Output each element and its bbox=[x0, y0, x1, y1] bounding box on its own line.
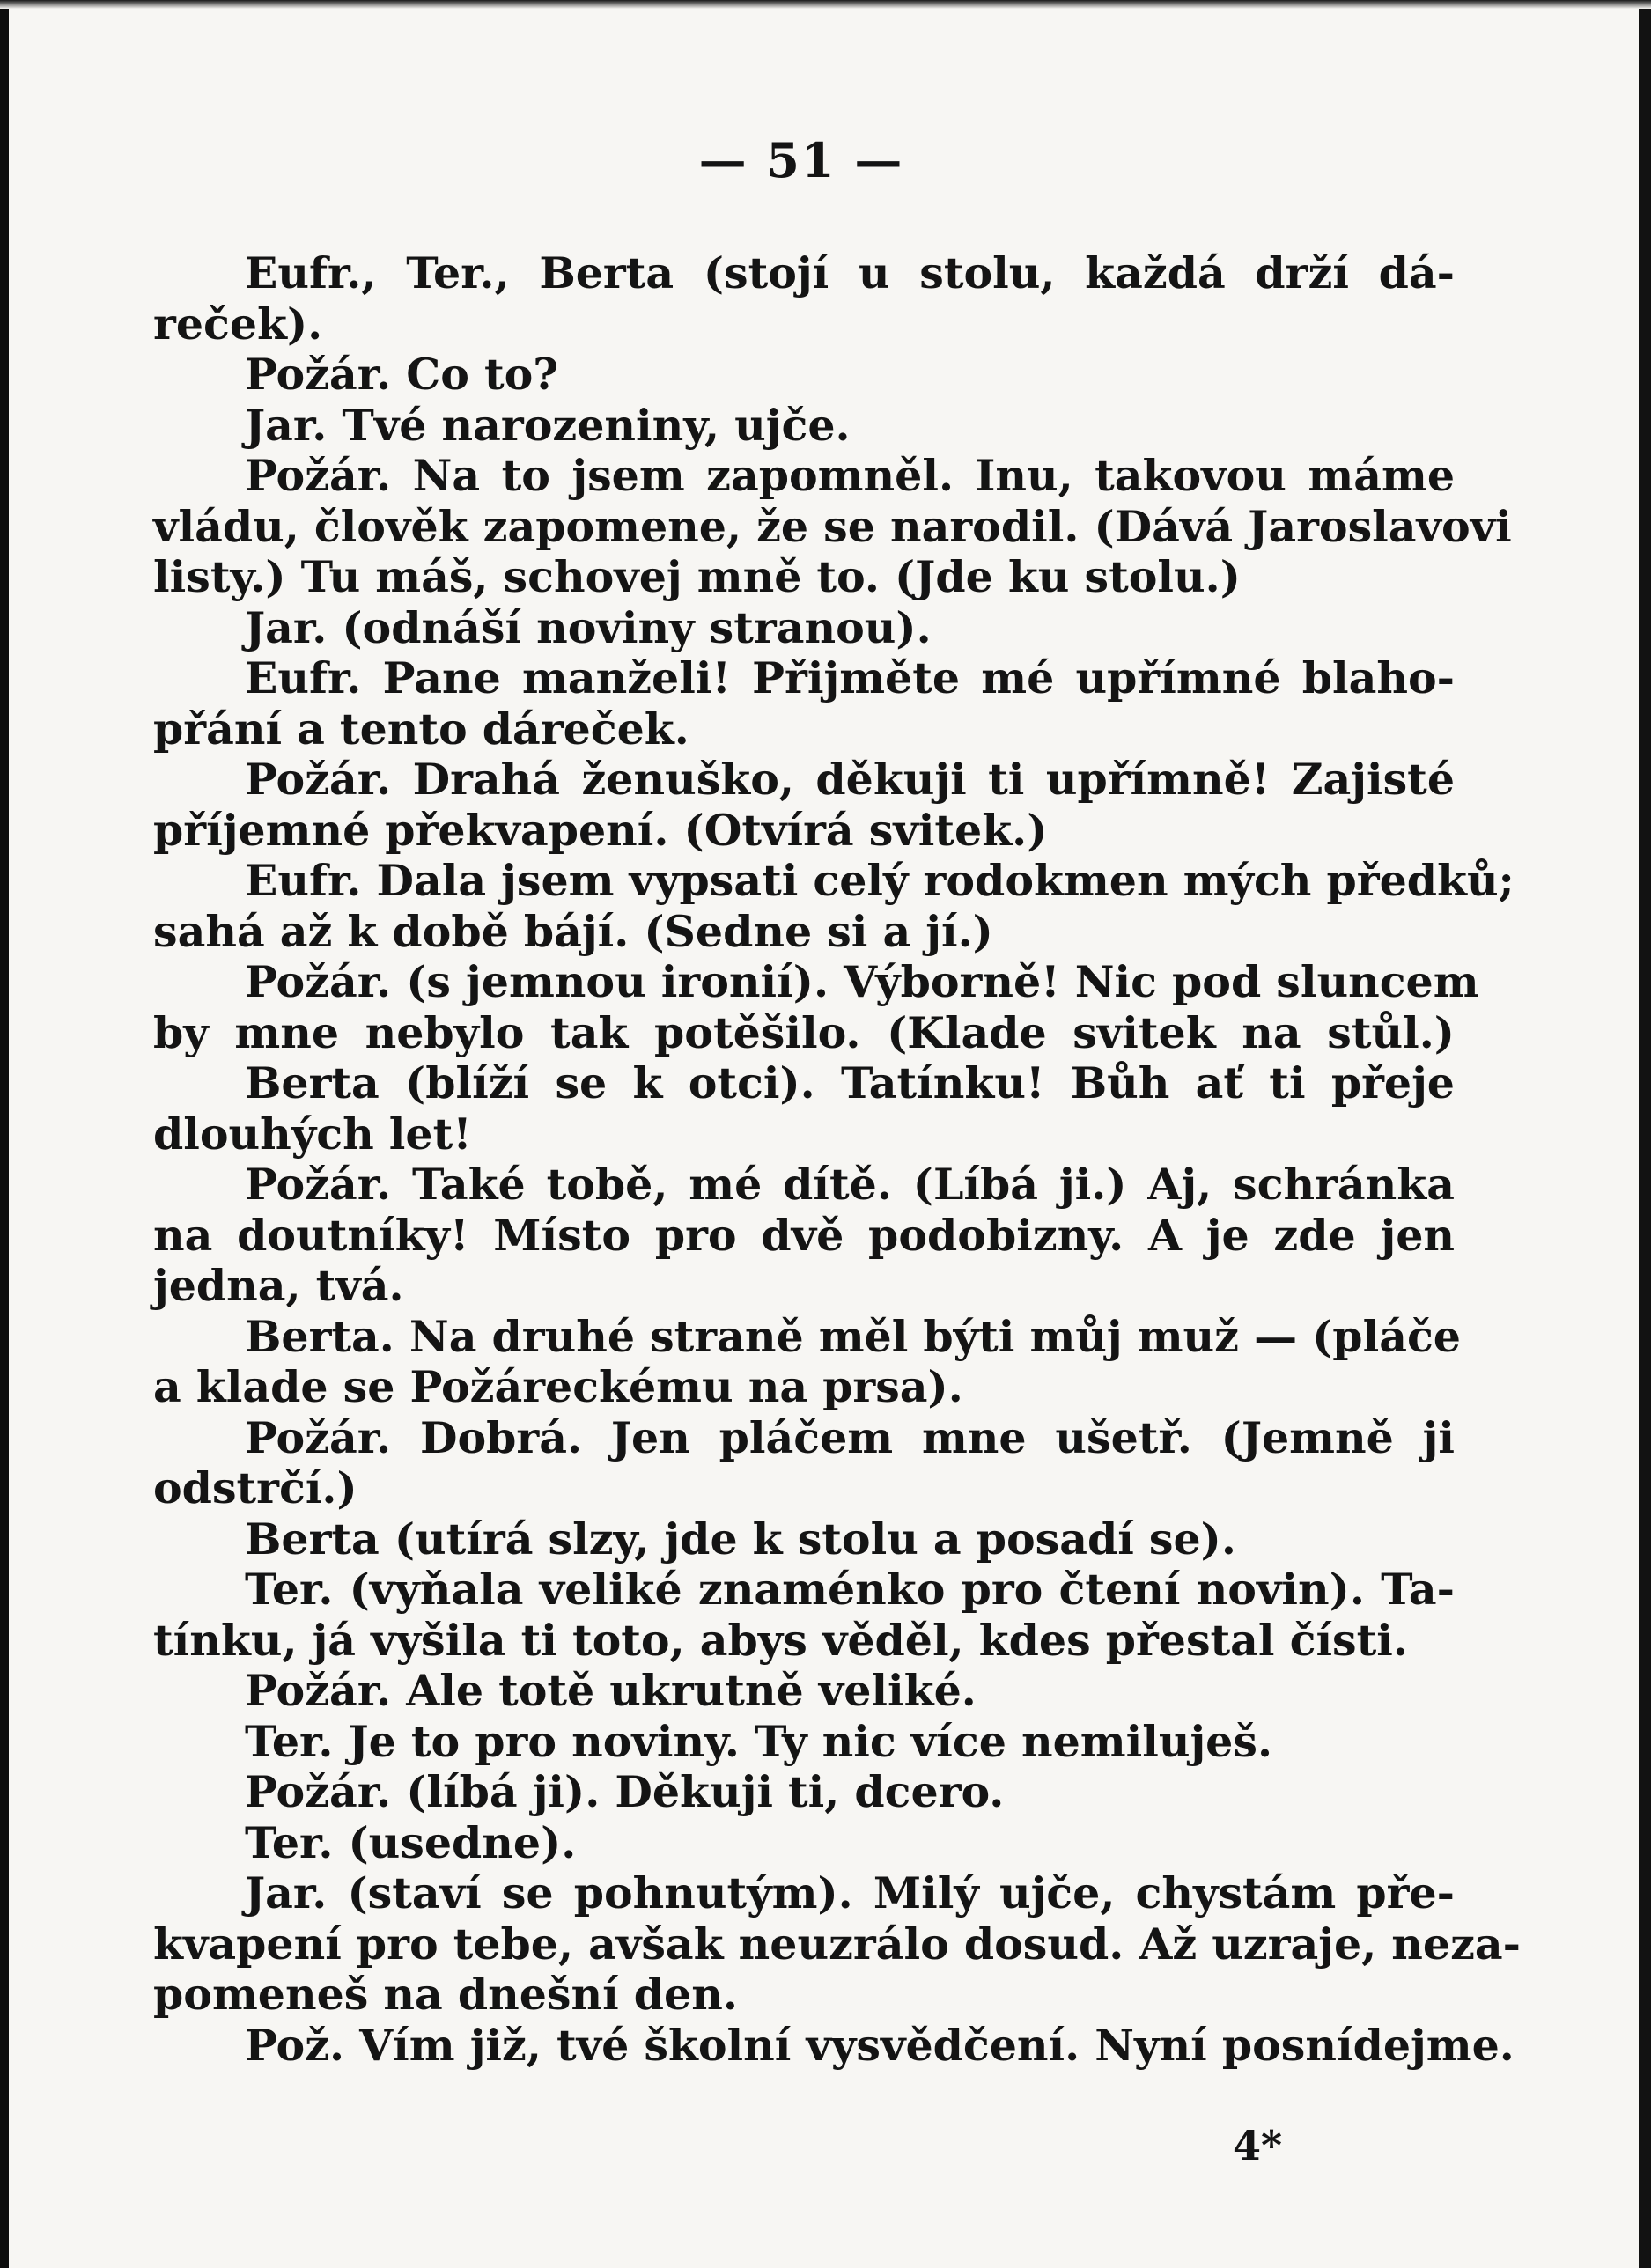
text-line: na doutníky! Místo pro dvě podobizny. A je zde jen bbox=[153, 1209, 1455, 1261]
text-line: listy.) Tu máš, schovej mně to. (Jde ku stolu.) bbox=[153, 551, 1241, 602]
text-line: přání a tento dáreček. bbox=[153, 703, 689, 755]
text-line: Eufr. Dala jsem vypsati celý rodokmen mých předků; bbox=[245, 855, 1515, 906]
text-line: Ter. (usedne). bbox=[245, 1816, 577, 1868]
text-line: a klade se Požáreckému na prsa). bbox=[153, 1361, 963, 1412]
text-line: Jar. Tvé narozeniny, ujče. bbox=[245, 399, 851, 451]
text-line: Požár. Co to? bbox=[245, 349, 558, 400]
text-line: vládu, člověk zapomene, že se narodil. (Dává Jaroslavovi bbox=[153, 500, 1512, 552]
scan-edge-right bbox=[1639, 0, 1651, 2268]
text-line: odstrčí.) bbox=[153, 1462, 357, 1513]
signature-mark: 4* bbox=[1233, 2122, 1283, 2169]
text-line: Pož. Vím již, tvé školní vysvědčení. Nyní posnídejme. bbox=[245, 2019, 1515, 2071]
text-line: Jar. (odnáší noviny stranou). bbox=[245, 601, 932, 653]
play-text bbox=[153, 247, 1522, 2071]
scan-edge-top bbox=[0, 0, 1651, 9]
text-line: Požár. (s jemnou ironií). Výborně! Nic pod sluncem bbox=[245, 956, 1479, 1007]
text-line: Požár. Dobrá. Jen pláčem mne ušetř. (Jemně ji bbox=[245, 1411, 1455, 1463]
text-line: příjemné překvapení. (Otvírá svitek.) bbox=[153, 804, 1048, 856]
scan-edge-left bbox=[0, 0, 9, 2268]
text-line: pomeneš na dnešní den. bbox=[153, 1969, 738, 2020]
text-line: Jar. (staví se pohnutým). Milý ujče, chystám pře- bbox=[245, 1867, 1455, 1918]
text-line: Požár. Drahá ženuško, děkuji ti upřímně! Zajisté bbox=[245, 754, 1455, 805]
text-line: sahá až k době bájí. (Sedne si a jí.) bbox=[153, 905, 993, 957]
text-line: Požár. Také tobě, mé dítě. (Líbá ji.) Aj, schránka bbox=[245, 1159, 1455, 1210]
text-line: Ter. Je to pro noviny. Ty nic více nemiluješ. bbox=[245, 1715, 1273, 1767]
page-number: — 51 — bbox=[698, 132, 904, 188]
text-line: kvapení pro tebe, avšak neuzrálo dosud. Až uzraje, neza- bbox=[153, 1918, 1522, 1970]
text-line: by mne nebylo tak potěšilo. (Klade svitek na stůl.) bbox=[153, 1006, 1455, 1058]
text-line: Ter. (vyňala veliké znaménko pro čtení novin). Ta- bbox=[245, 1564, 1455, 1615]
text-line: Požár. (líbá ji). Děkuji ti, dcero. bbox=[245, 1766, 1005, 1817]
text-line: Eufr. Pane manželi! Přijměte mé upřímné blaho- bbox=[245, 652, 1455, 703]
text-line: Berta. Na druhé straně měl býti můj muž — (pláče bbox=[245, 1310, 1461, 1362]
text-line: dlouhých let! bbox=[153, 1108, 472, 1160]
text-line: Požár. Ale totě ukrutně veliké. bbox=[245, 1665, 977, 1716]
text-line: Berta (utírá slzy, jde k stolu a posadí se). bbox=[245, 1513, 1236, 1565]
text-line: Berta (blíží se k otci). Tatínku! Bůh ať ti přeje bbox=[245, 1057, 1455, 1108]
text-line: Eufr., Ter., Berta (stojí u stolu, každá drží dá- bbox=[245, 247, 1455, 298]
text-line: tínku, já vyšila ti toto, abys věděl, kdes přestal čísti. bbox=[153, 1614, 1408, 1666]
text-line: Požár. Na to jsem zapomněl. Inu, takovou máme bbox=[245, 450, 1455, 501]
text-line: reček). bbox=[153, 298, 323, 350]
text-line: jedna, tvá. bbox=[153, 1260, 404, 1311]
